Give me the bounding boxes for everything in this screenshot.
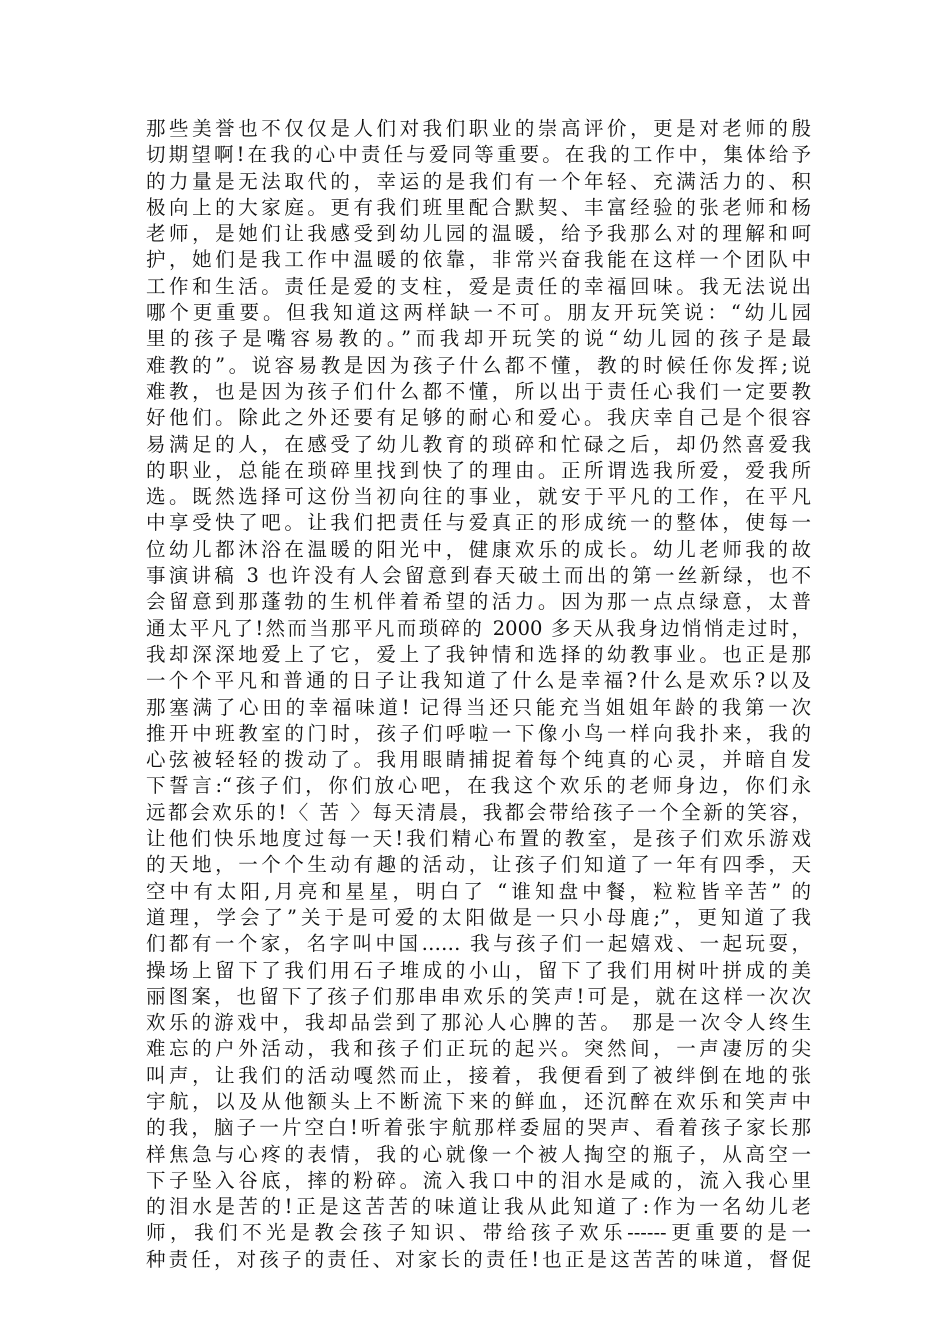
text-line: 那些美誉也不仅仅是人们对我们职业的崇高评价，更是对老师的殷 — [146, 117, 811, 140]
text-line: 种责任，对孩子的责任、对家长的责任!也正是这苦苦的味道，督促 — [146, 1247, 811, 1271]
text-line: 哪个更重要。但我知道这两样缺一不可。朋友开玩笑说：“幼儿园 — [146, 301, 811, 325]
text-line: 事演讲稿 3 也许没有人会留意到春天破土而出的第一丝新绿，也不 — [146, 564, 811, 588]
text-line: 难教的”。说容易教是因为孩子什么都不懂，教的时候任你发挥;说 — [146, 353, 811, 377]
text-line: 欢乐的游戏中，我却品尝到了那沁人心脾的苦。 那是一次令人终生 — [146, 1011, 811, 1035]
text-line: 道理，学会了”关于是可爱的太阳做是一只小母鹿;”，更知道了我 — [146, 905, 811, 929]
text-line: 师，我们不光是教会孩子知识、带给孩子欢乐------更重要的是一 — [146, 1221, 811, 1245]
text-line: 的力量是无法取代的，幸运的是我们有一个年轻、充满活力的、积 — [146, 169, 811, 193]
text-line: 通太平凡了!然而当那平凡而琐碎的 2000 多天从我身边悄悄走过时， — [146, 616, 811, 640]
text-line: 的天地，一个个生动有趣的活动，让孩子们知道了一年有四季，天 — [146, 853, 811, 877]
text-line: 叫声，让我们的活动嘎然而止，接着，我便看到了被绊倒在地的张 — [146, 1063, 811, 1087]
text-line: 老师，是她们让我感受到幼儿园的温暖，给予我那么对的理解和呵 — [146, 222, 811, 246]
text-line: 下子坠入谷底，摔的粉碎。流入我口中的泪水是咸的，流入我心里 — [146, 1168, 811, 1192]
text-line: 中享受快了吧。让我们把责任与爱真正的形成统一的整体，使每一 — [146, 511, 811, 535]
text-line: 推开中班教室的门时，孩子们呼啦一下像小鸟一样向我扑来，我的 — [146, 721, 811, 745]
text-line: 样焦急与心疼的表情，我的心就像一个被人掏空的瓶子，从高空一 — [146, 1142, 811, 1166]
text-line: 易满足的人，在感受了幼儿教育的琐碎和忙碌之后，却仍然喜爱我 — [146, 432, 811, 456]
text-line: 那塞满了心田的幸福味道! 记得当还只能充当姐姐年龄的我第一次 — [146, 695, 811, 719]
text-line: 一个个平凡和普通的日子让我知道了什么是幸福?什么是欢乐?以及 — [146, 669, 811, 693]
text-line: 下誓言:“孩子们，你们放心吧，在我这个欢乐的老师身边，你们永 — [146, 774, 811, 798]
text-line: 位幼儿都沐浴在温暖的阳光中，健康欢乐的成长。幼儿老师我的故 — [146, 537, 811, 561]
text-line: 丽图案，也留下了孩子们那串串欢乐的笑声!可是，就在这样一次次 — [146, 984, 811, 1008]
text-line: 的我，脑子一片空白!听着张宇航那样委屈的哭声、看着孩子家长那 — [146, 1116, 811, 1140]
text-line: 护，她们是我工作中温暖的依靠，非常兴奋我能在这样一个团队中 — [146, 248, 811, 272]
text-line: 好他们。除此之外还要有足够的耐心和爱心。我庆幸自己是个很容 — [146, 406, 811, 430]
text-line: 难教，也是因为孩子们什么都不懂，所以出于责任心我们一定要教 — [146, 379, 811, 403]
text-line: 工作和生活。责任是爱的支柱，爱是责任的幸福回味。我无法说出 — [146, 274, 811, 298]
text-line: 的泪水是苦的!正是这苦苦的味道让我从此知道了:作为一名幼儿老 — [146, 1195, 811, 1219]
text-line: 里的孩子是嘴容易教的。”而我却开玩笑的说“幼儿园的孩子是最 — [146, 327, 811, 351]
text-line: 极向上的大家庭。更有我们班里配合默契、丰富经验的张老师和杨 — [146, 195, 811, 219]
text-line: 宇航，以及从他额头上不断流下来的鲜血，还沉醉在欢乐和笑声中 — [146, 1089, 811, 1113]
body-text — [146, 116, 811, 1273]
text-line: 我却深深地爱上了它，爱上了我钟情和选择的幼教事业。也正是那 — [146, 642, 811, 666]
text-line: 心弦被轻轻的拨动了。我用眼睛捕捉着每个纯真的心灵，并暗自发 — [146, 748, 811, 772]
text-line: 切期望啊!在我的心中责任与爱同等重要。在我的工作中，集体给予 — [146, 143, 811, 167]
text-line: 选。既然选择可这份当初向往的事业，就安于平凡的工作，在平凡 — [146, 485, 811, 509]
text-line: 操场上留下了我们用石子堆成的小山，留下了我们用树叶拼成的美 — [146, 958, 811, 982]
text-line: 让他们快乐地度过每一天!我们精心布置的教室，是孩子们欢乐游戏 — [146, 827, 811, 851]
text-line: 难忘的户外活动，我和孩子们正玩的起兴。突然间，一声凄厉的尖 — [146, 1037, 811, 1061]
text-line: 空中有太阳,月亮和星星，明白了 “谁知盘中餐，粒粒皆辛苦” 的 — [146, 879, 811, 903]
text-line: 的职业，总能在琐碎里找到快了的理由。正所谓选我所爱，爱我所 — [146, 458, 811, 482]
text-line: 远都会欢乐的!〈 苦 〉每天清晨，我都会带给孩子一个全新的笑容， — [146, 800, 811, 824]
text-line: 会留意到那蓬勃的生机伴着希望的活力。因为那一点点绿意，太普 — [146, 590, 811, 614]
text-line: 们都有一个家，名字叫中国…… 我与孩子们一起嬉戏、一起玩耍， — [146, 932, 811, 956]
